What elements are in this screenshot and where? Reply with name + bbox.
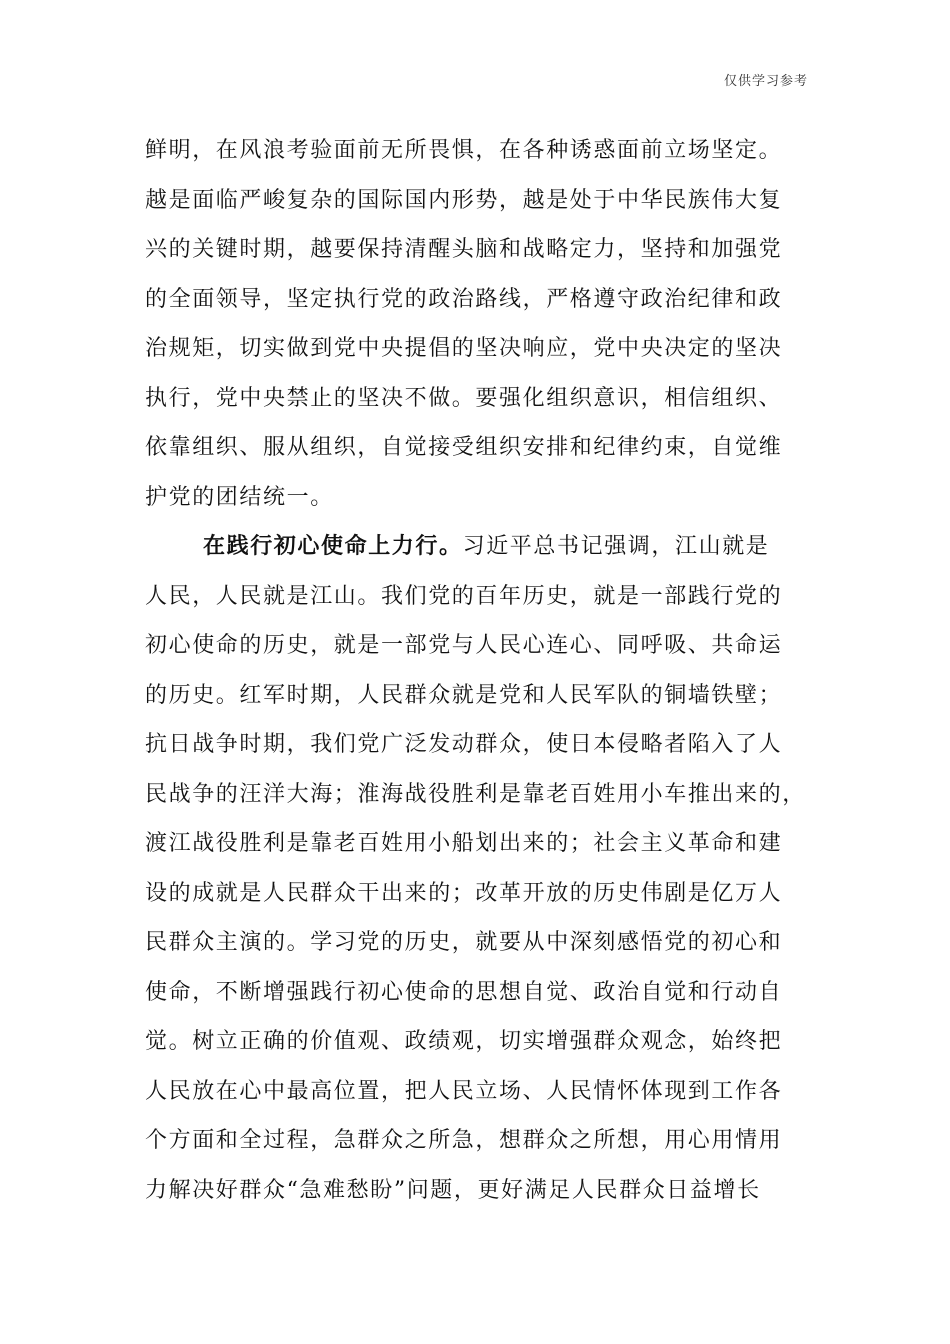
text-line [145, 522, 805, 572]
text-line: 觉。树立正确的价值观、政绩观，切实增强群众观念，始终把 [145, 1029, 783, 1054]
text-line: 的全面领导，坚定执行党的政治路线，严格遵守政治纪律和政 [145, 286, 783, 312]
text-span: 习近平总书记强调，江山就是 [462, 534, 770, 559]
document-body [145, 126, 805, 1215]
text-line: 力解决好群众“急难愁盼”问题，更好满足人民群众日益增长 [145, 1177, 761, 1203]
text-line: 执行，党中央禁止的坚决不做。要强化组织意识，相信组织、 [145, 385, 783, 411]
text-line: 抗日战争时期，我们党广泛发动群众，使日本侵略者陷入了人 [145, 732, 783, 757]
text-line: 鲜明，在风浪考验面前无所畏惧，在各种诱惑面前立场坚定。 [145, 138, 783, 163]
text-line: 渡江战役胜利是靠老百姓用小船划出来的；社会主义革命和建 [145, 831, 783, 856]
text-line: 越是面临严峻复杂的国际国内形势，越是处于中华民族伟大复 [145, 187, 783, 213]
text-line: 人民，人民就是江山。我们党的百年历史，就是一部践行党的 [145, 583, 783, 609]
text-line: 个方面和全过程，急群众之所急，想群众之所想，用心用情用 [145, 1128, 783, 1153]
paragraph-lead-heading: 在践行初心使命上力行。 [203, 533, 463, 559]
text-line: 初心使命的历史，就是一部党与人民心连心、同呼吸、共命运 [145, 633, 783, 658]
paragraph-1 [145, 126, 805, 522]
text-line: 护党的团结统一。 [145, 484, 334, 510]
text-line: 使命，不断增强践行初心使命的思想自觉、政治自觉和行动自 [145, 979, 783, 1005]
text-line: 人民放在心中最高位置，把人民立场、人民情怀体现到工作各 [145, 1078, 783, 1104]
text-line: 兴的关键时期，越要保持清醒头脑和战略定力，坚持和加强党 [145, 237, 783, 262]
text-line: 依靠组织、服从组织，自觉接受组织安排和纪律约束，自觉维 [145, 435, 783, 460]
text-line: 民战争的汪洋大海；淮海战役胜利是靠老百姓用小车推出来的， [145, 781, 806, 807]
text-line: 的历史。红军时期，人民群众就是党和人民军队的铜墙铁壁； [145, 682, 783, 708]
header-note: 仅供学习参考 [723, 74, 808, 89]
paragraph-2 [145, 522, 805, 1215]
text-line: 治规矩，切实做到党中央提倡的坚决响应，党中央决定的坚决 [145, 336, 783, 361]
text-line: 设的成就是人民群众干出来的；改革开放的历史伟剧是亿万人 [145, 880, 783, 906]
text-line: 民群众主演的。学习党的历史，就要从中深刻感悟党的初心和 [145, 930, 783, 955]
